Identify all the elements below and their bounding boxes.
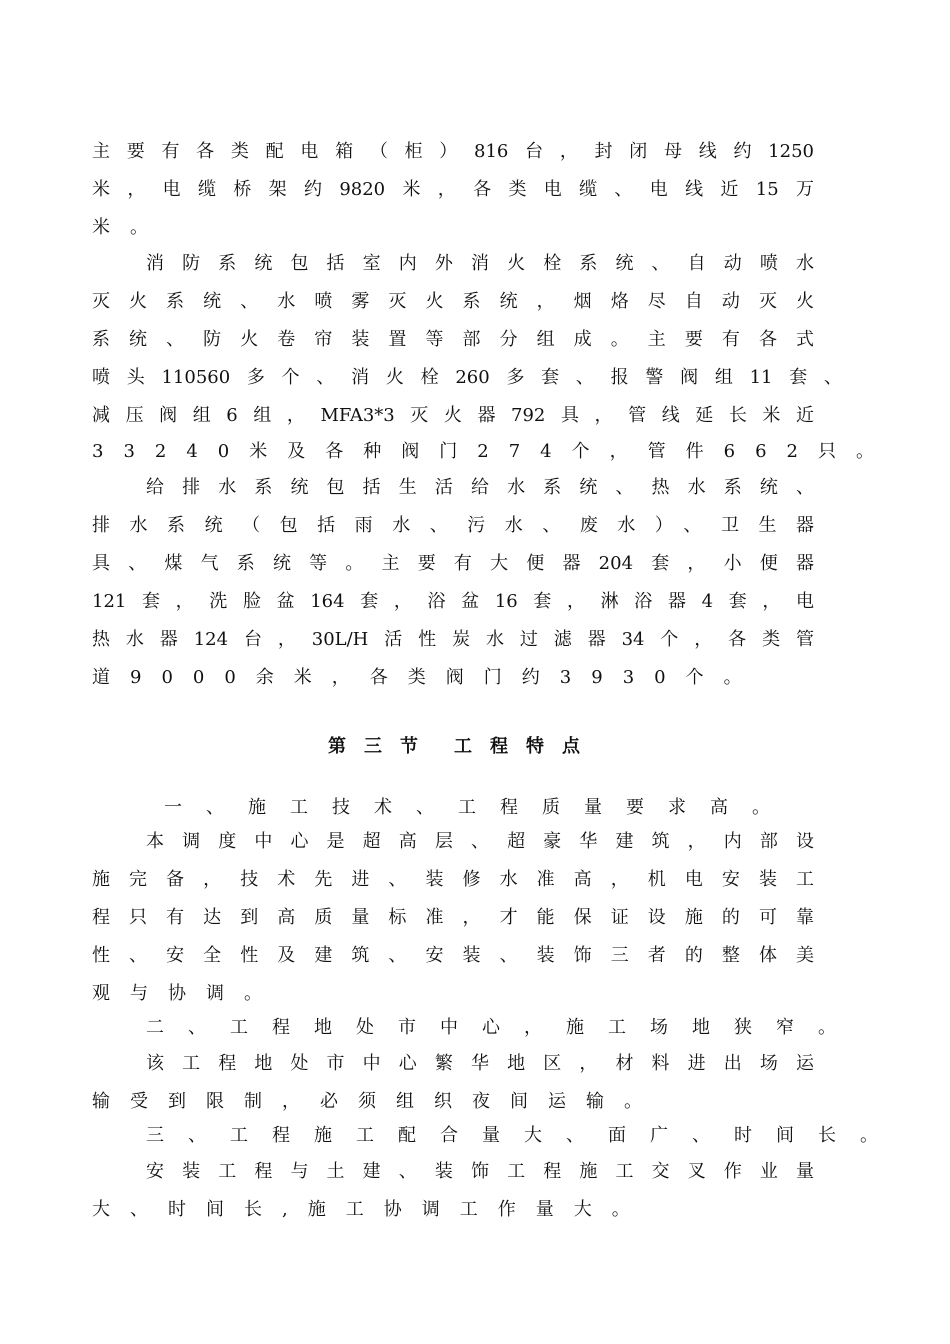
item-heading: 三、工程施工配合量大、面广、时间长。 (146, 1125, 902, 1146)
paragraph-line: 大、时间长,施工协调工作量大。 (92, 1199, 650, 1220)
paragraph-line: 具、煤气系统等。主要有大便器204套，小便器 (92, 553, 814, 574)
paragraph-line: 米，电缆桥架约9820米，各类电缆、电线近15万 (92, 179, 814, 200)
paragraph-line: 主要有各类配电箱（柜）816台，封闭母线约1250 (92, 141, 814, 162)
paragraph-line: 排水系统（包括雨水、污水、废水）、卫生器 (92, 515, 814, 536)
item-heading: 一、施工技术、工程质量要求高。 (164, 797, 794, 818)
paragraph-line: 该工程地处市中心繁华地区，材料进出场运 (146, 1053, 814, 1074)
paragraph-line: 灭火系统、水喷雾灭火系统，烟烙尽自动灭火 (92, 291, 814, 312)
section-title-text: 工程特点 (454, 736, 598, 757)
paragraph-line: 程只有达到高质量标准，才能保证设施的可靠 (92, 907, 814, 928)
paragraph-line: 减压阀组6组，MFA3*3灭火器792具，管线延长米近 (92, 405, 814, 426)
paragraph-line: 施完备，技术先进、装修水准高，机电安装工 (92, 869, 814, 890)
paragraph-line: 观与协调。 (92, 983, 282, 1004)
paragraph-line: 消防系统包括室内外消火栓系统、自动喷水 (146, 253, 814, 274)
paragraph-line: 性、安全性及建筑、安装、装饰三者的整体美 (92, 945, 814, 966)
paragraph-line: 道9000余米，各类阀门约3930个。 (92, 667, 762, 688)
item-heading: 二、工程地处市中心，施工场地狭窄。 (146, 1017, 860, 1038)
section-number: 第三节 (328, 736, 436, 757)
paragraph-line: 输受到限制，必须组织夜间运输。 (92, 1091, 662, 1112)
paragraph-line: 安装工程与土建、装饰工程施工交叉作业量 (146, 1161, 814, 1182)
paragraph-line: 本调度中心是超高层、超豪华建筑，内部设 (146, 831, 814, 852)
paragraph-line: 喷头110560多个、消火栓260多套、报警阀组11套、 (92, 367, 842, 388)
section-heading (328, 735, 598, 759)
paragraph-line: 热水器124台，30L/H活性炭水过滤器34个，各类管 (92, 629, 814, 650)
paragraph-line: 121套，洗脸盆164套，浴盆16套，淋浴器4套，电 (92, 591, 814, 612)
paragraph-line: 米。 (92, 217, 168, 238)
paragraph-line: 系统、防火卷帘装置等部分组成。主要有各式 (92, 329, 814, 350)
paragraph-line: 33240米及各种阀门274个，管件662只。 (92, 441, 894, 462)
paragraph-line: 给排水系统包括生活给水系统、热水系统、 (146, 477, 814, 498)
